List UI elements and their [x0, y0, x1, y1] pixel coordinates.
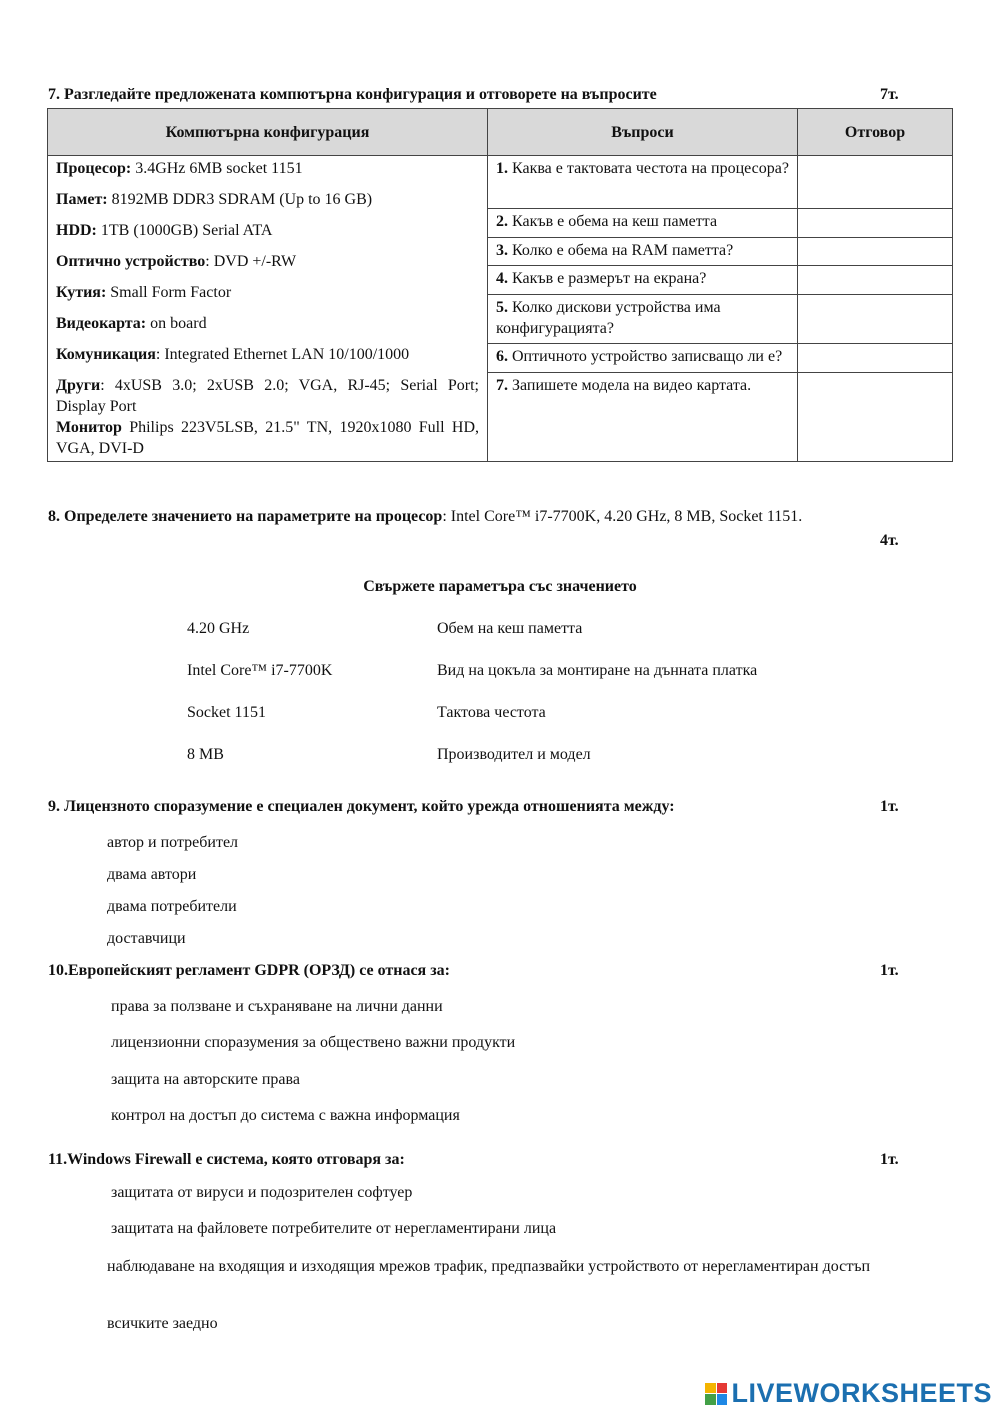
answer-3[interactable]: [798, 237, 953, 266]
q8-heading: [48, 508, 802, 526]
q8-subtitle: Свържете параметъра със значението: [363, 578, 637, 595]
spec-cpu: Процесор: 3.4GHz 6MB socket 1151: [56, 160, 303, 177]
q8-cpu: : Intel Core™ i7-7700K, 4.20 GHz, 8 MB, Socket 1151.: [442, 508, 803, 525]
answer-1[interactable]: [798, 156, 953, 209]
liveworksheets-logo-icon: [705, 1383, 727, 1405]
meaning-item[interactable]: Производител и модел: [437, 746, 591, 763]
config-specs-cell: [48, 156, 488, 462]
q10-option[interactable]: права за ползване и съхраняване на лични данни: [111, 998, 443, 1015]
spec-optical: Оптично устройство: DVD +/-RW: [56, 253, 297, 270]
question-3: 3. Колко е обема на RAM паметта?: [488, 237, 798, 266]
question-7: 7. Запишете модела на видео картата.: [488, 373, 798, 462]
question-2: 2. Какъв е обема на кеш паметта: [488, 208, 798, 237]
question-6: 6. Оптичното устройство записващо ли е?: [488, 344, 798, 373]
q9-title: 9. Лицензното споразумение е специален документ, който урежда отношенията между:: [48, 798, 675, 815]
spec-hdd: HDD: 1TB (1000GB) Serial ATA: [56, 222, 273, 239]
header-answer: Отговор: [798, 109, 953, 156]
q11-title: 11.Windows Firewall е система, която отговаря за:: [48, 1151, 405, 1168]
meaning-item[interactable]: Вид на цокъла за монтиране на дънната платка: [437, 662, 758, 679]
spec-memory: Памет: 8192MB DDR3 SDRAM (Up to 16 GB): [56, 191, 373, 208]
q9-option[interactable]: двама автори: [107, 866, 197, 883]
spec-case: Кутия: Small Form Factor: [56, 284, 232, 301]
liveworksheets-logo: [705, 1378, 992, 1409]
question-1: 1. Каква е тактовата честота на процесора?: [488, 156, 798, 209]
spec-monitor: Монитор Philips 223V5LSB, 21.5" TN, 1920x1080 Full HD, VGA, DVI-D: [56, 419, 479, 457]
logo-text: LIVEWORKSHEETS: [731, 1378, 992, 1408]
q9-option[interactable]: доставчици: [107, 930, 186, 947]
answer-6[interactable]: [798, 344, 953, 373]
answer-4[interactable]: [798, 266, 953, 295]
q10-points: 1т.: [880, 962, 899, 979]
q11-points: 1т.: [880, 1151, 899, 1168]
answer-5[interactable]: [798, 294, 953, 344]
config-table: [47, 108, 953, 462]
q10-option[interactable]: лицензионни споразумения за обществено важни продукти: [111, 1034, 516, 1051]
param-item[interactable]: Intel Core™ i7-7700K: [187, 662, 333, 679]
q9-option[interactable]: двама потребители: [107, 898, 237, 915]
spec-other: Други: 4xUSB 3.0; 2xUSB 2.0; VGA, RJ-45; Serial Port; Display Port: [56, 377, 479, 415]
q7-title: 7. Разгледайте предложената компютърна конфигурация и отговорете на въпросите: [48, 86, 657, 103]
spec-video: Видеокарта: on board: [56, 315, 207, 332]
q11-option[interactable]: наблюдаване на входящия и изходящия мрежов трафик, предпазвайки устройството от нерегламентиран достъп: [107, 1258, 871, 1275]
param-item[interactable]: Socket 1151: [187, 704, 266, 721]
q8-points: 4т.: [880, 532, 899, 549]
q11-option[interactable]: всичките заедно: [107, 1315, 218, 1332]
q7-points: 7т.: [880, 86, 899, 103]
param-item[interactable]: 4.20 GHz: [187, 620, 250, 637]
question-5: 5. Колко дискови устройства има конфигурацията?: [488, 294, 798, 344]
q9-points: 1т.: [880, 798, 899, 815]
q11-option[interactable]: защитата на файловете потребителите от нерегламентирани лица: [111, 1220, 557, 1237]
q11-option[interactable]: защитата от вируси и подозрителен софтуер: [111, 1184, 413, 1201]
q10-title: 10.Европейският регламент GDPR (ОРЗД) се отнася за:: [48, 962, 450, 979]
meaning-item[interactable]: Обем на кеш паметта: [437, 620, 583, 637]
q9-option[interactable]: автор и потребител: [107, 834, 239, 851]
header-config: Компютърна конфигурация: [48, 109, 488, 156]
spec-network: Комуникация: Integrated Ethernet LAN 10/100/1000: [56, 346, 410, 363]
answer-7[interactable]: [798, 373, 953, 462]
q8-title: 8. Определете значението на параметрите на процесор: [48, 508, 443, 525]
header-questions: Въпроси: [488, 109, 798, 156]
q10-option[interactable]: защита на авторските права: [111, 1071, 300, 1088]
param-item[interactable]: 8 MB: [187, 746, 224, 763]
answer-2[interactable]: [798, 208, 953, 237]
question-4: 4. Какъв е размерът на екрана?: [488, 266, 798, 295]
q10-option[interactable]: контрол на достъп до система с важна информация: [111, 1107, 460, 1124]
meaning-item[interactable]: Тактова честота: [437, 704, 546, 721]
